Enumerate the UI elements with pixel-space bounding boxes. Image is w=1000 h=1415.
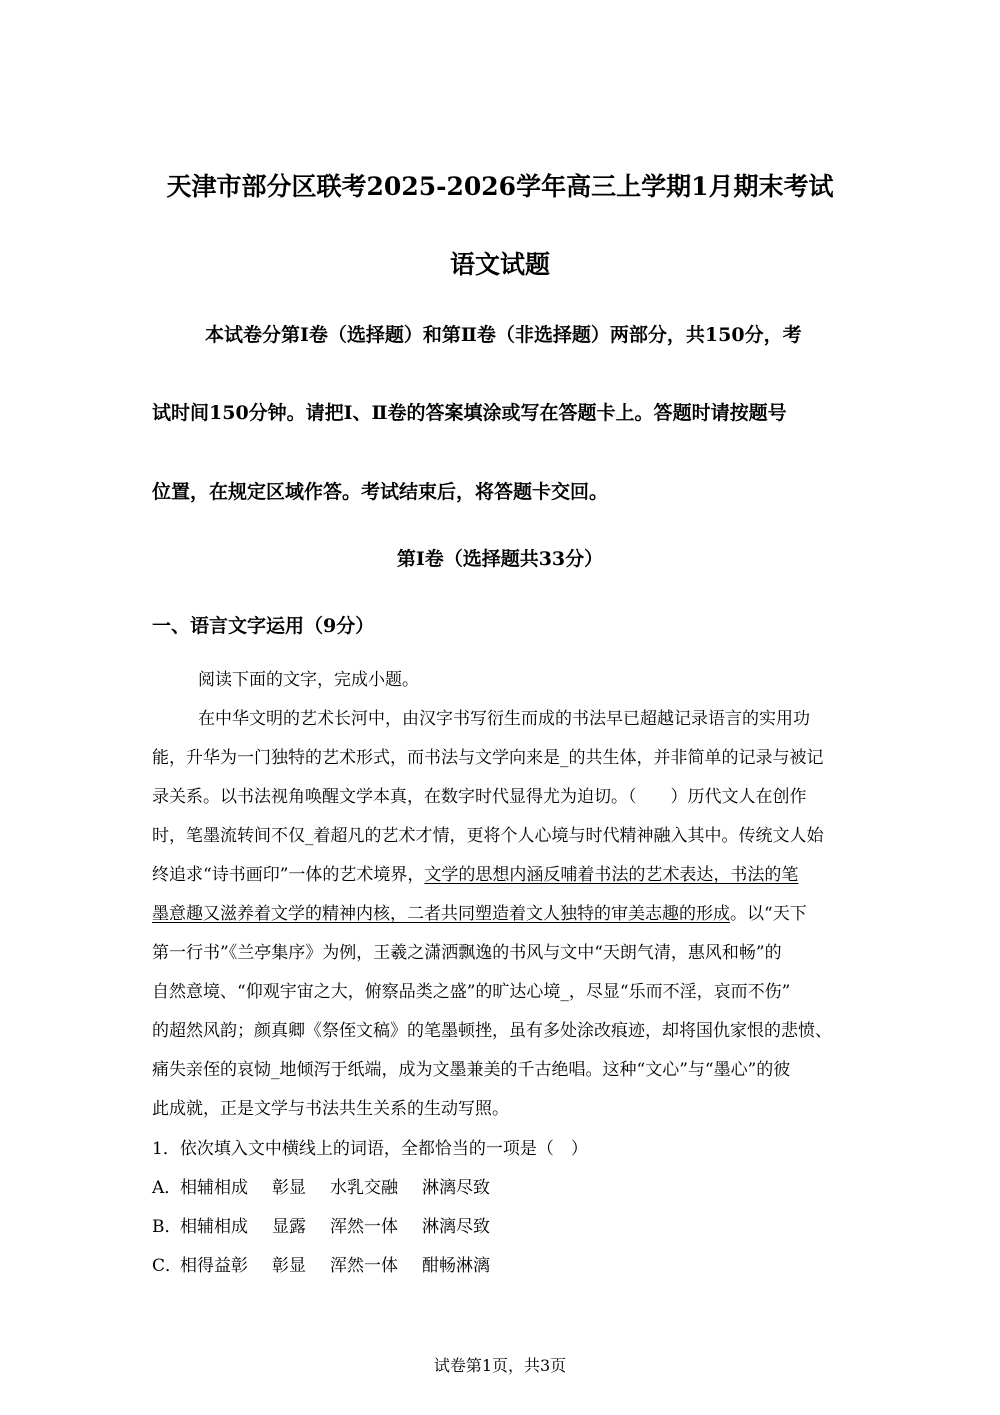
option-word: 淋漓尽致 [422,1217,490,1237]
option-word: 彰显 [272,1178,306,1198]
question-stem: 1．依次填入文中横线上的词语，全都恰当的一项是（ ） [152,1139,588,1159]
option-word: 相得益彰 [180,1256,248,1276]
option-word: 淋漓尽致 [422,1178,490,1198]
exam-subtitle: 语文试题 [449,250,550,279]
exam-title: 天津市部分区联考2025-2026学年高三上学期1月期末考试 [166,172,834,201]
answer-option-c[interactable] [152,1254,514,1278]
option-word: 浑然一体 [330,1256,398,1276]
passage-line: 录关系。以书法视角唤醒文学本真，在数字时代显得尤为迫切。（ ）历代文人在创作 [152,787,807,807]
option-word: 水乳交融 [330,1178,398,1198]
option-word: 酣畅淋漓 [422,1256,490,1276]
underlined-sentence: 文学的思想内涵反哺着书法的艺术表达，书法的笔 [424,865,799,885]
passage-line: 第一行书”《兰亭集序》为例，王羲之潇洒飘逸的书风与文中“天朗气清，惠风和畅”的 [152,943,782,963]
instruction-line: 试时间150分钟。请把Ⅰ、Ⅱ卷的答案填涂或写在答题卡上。答题时请按题号 [152,402,787,424]
option-word: 相辅相成 [180,1178,248,1198]
passage-line [152,863,852,887]
option-word: 浑然一体 [330,1217,398,1237]
section-title: 一、语言文字运用（9分） [152,615,375,637]
passage-line: 此成就，正是文学与书法共生关系的生动写照。 [152,1099,509,1119]
instruction-line: 位置，在规定区域作答。考试结束后，将答题卡交回。 [152,481,609,503]
option-letter: C． [152,1256,183,1276]
underlined-sentence: 墨意趣又滋养着文学的精神内核，二者共同塑造着文人独特的审美志趣的形成 [152,904,730,924]
passage-text: 。以“天下 [730,904,807,924]
option-word: 彰显 [272,1256,306,1276]
answer-option-a[interactable] [152,1176,514,1200]
passage-text: 终追求“诗书画印”一体的艺术境界， [152,865,425,885]
passage-line: 能，升华为一门独特的艺术形式，而书法与文学向来是_的共生体，并非简单的记录与被记 [152,748,824,768]
reading-prompt: 阅读下面的文字，完成小题。 [198,670,419,690]
instruction-line: 本试卷分第Ⅰ卷（选择题）和第Ⅱ卷（非选择题）两部分，共150分，考 [205,324,802,346]
page-footer: 试卷第1页，共3页 [433,1356,567,1375]
passage-line: 痛失亲侄的哀恸_地倾泻于纸端，成为文墨兼美的千古绝唱。这种“文心”与“墨心”的彼 [152,1060,791,1080]
passage-line: 自然意境、“仰观宇宙之大，俯察品类之盛”的旷达心境_，尽显“乐而不淫，哀而不伤” [152,982,791,1002]
part-title: 第Ⅰ卷（选择题共33分） [396,548,604,570]
option-word: 显露 [272,1217,306,1237]
passage-line: 的超然风韵；颜真卿《祭侄文稿》的笔墨顿挫，虽有多处涂改痕迹，却将国仇家恨的悲愤、 [152,1021,832,1041]
answer-option-b[interactable] [152,1215,514,1239]
option-word: 相辅相成 [180,1217,248,1237]
option-letter: B． [152,1217,182,1237]
option-letter: A． [152,1178,182,1198]
passage-line [152,902,852,926]
passage-line: 时，笔墨流转间不仅_着超凡的艺术才情，更将个人心境与时代精神融入其中。传统文人始 [152,826,824,846]
passage-line: 在中华文明的艺术长河中，由汉字书写衍生而成的书法早已超越记录语言的实用功 [198,709,810,729]
